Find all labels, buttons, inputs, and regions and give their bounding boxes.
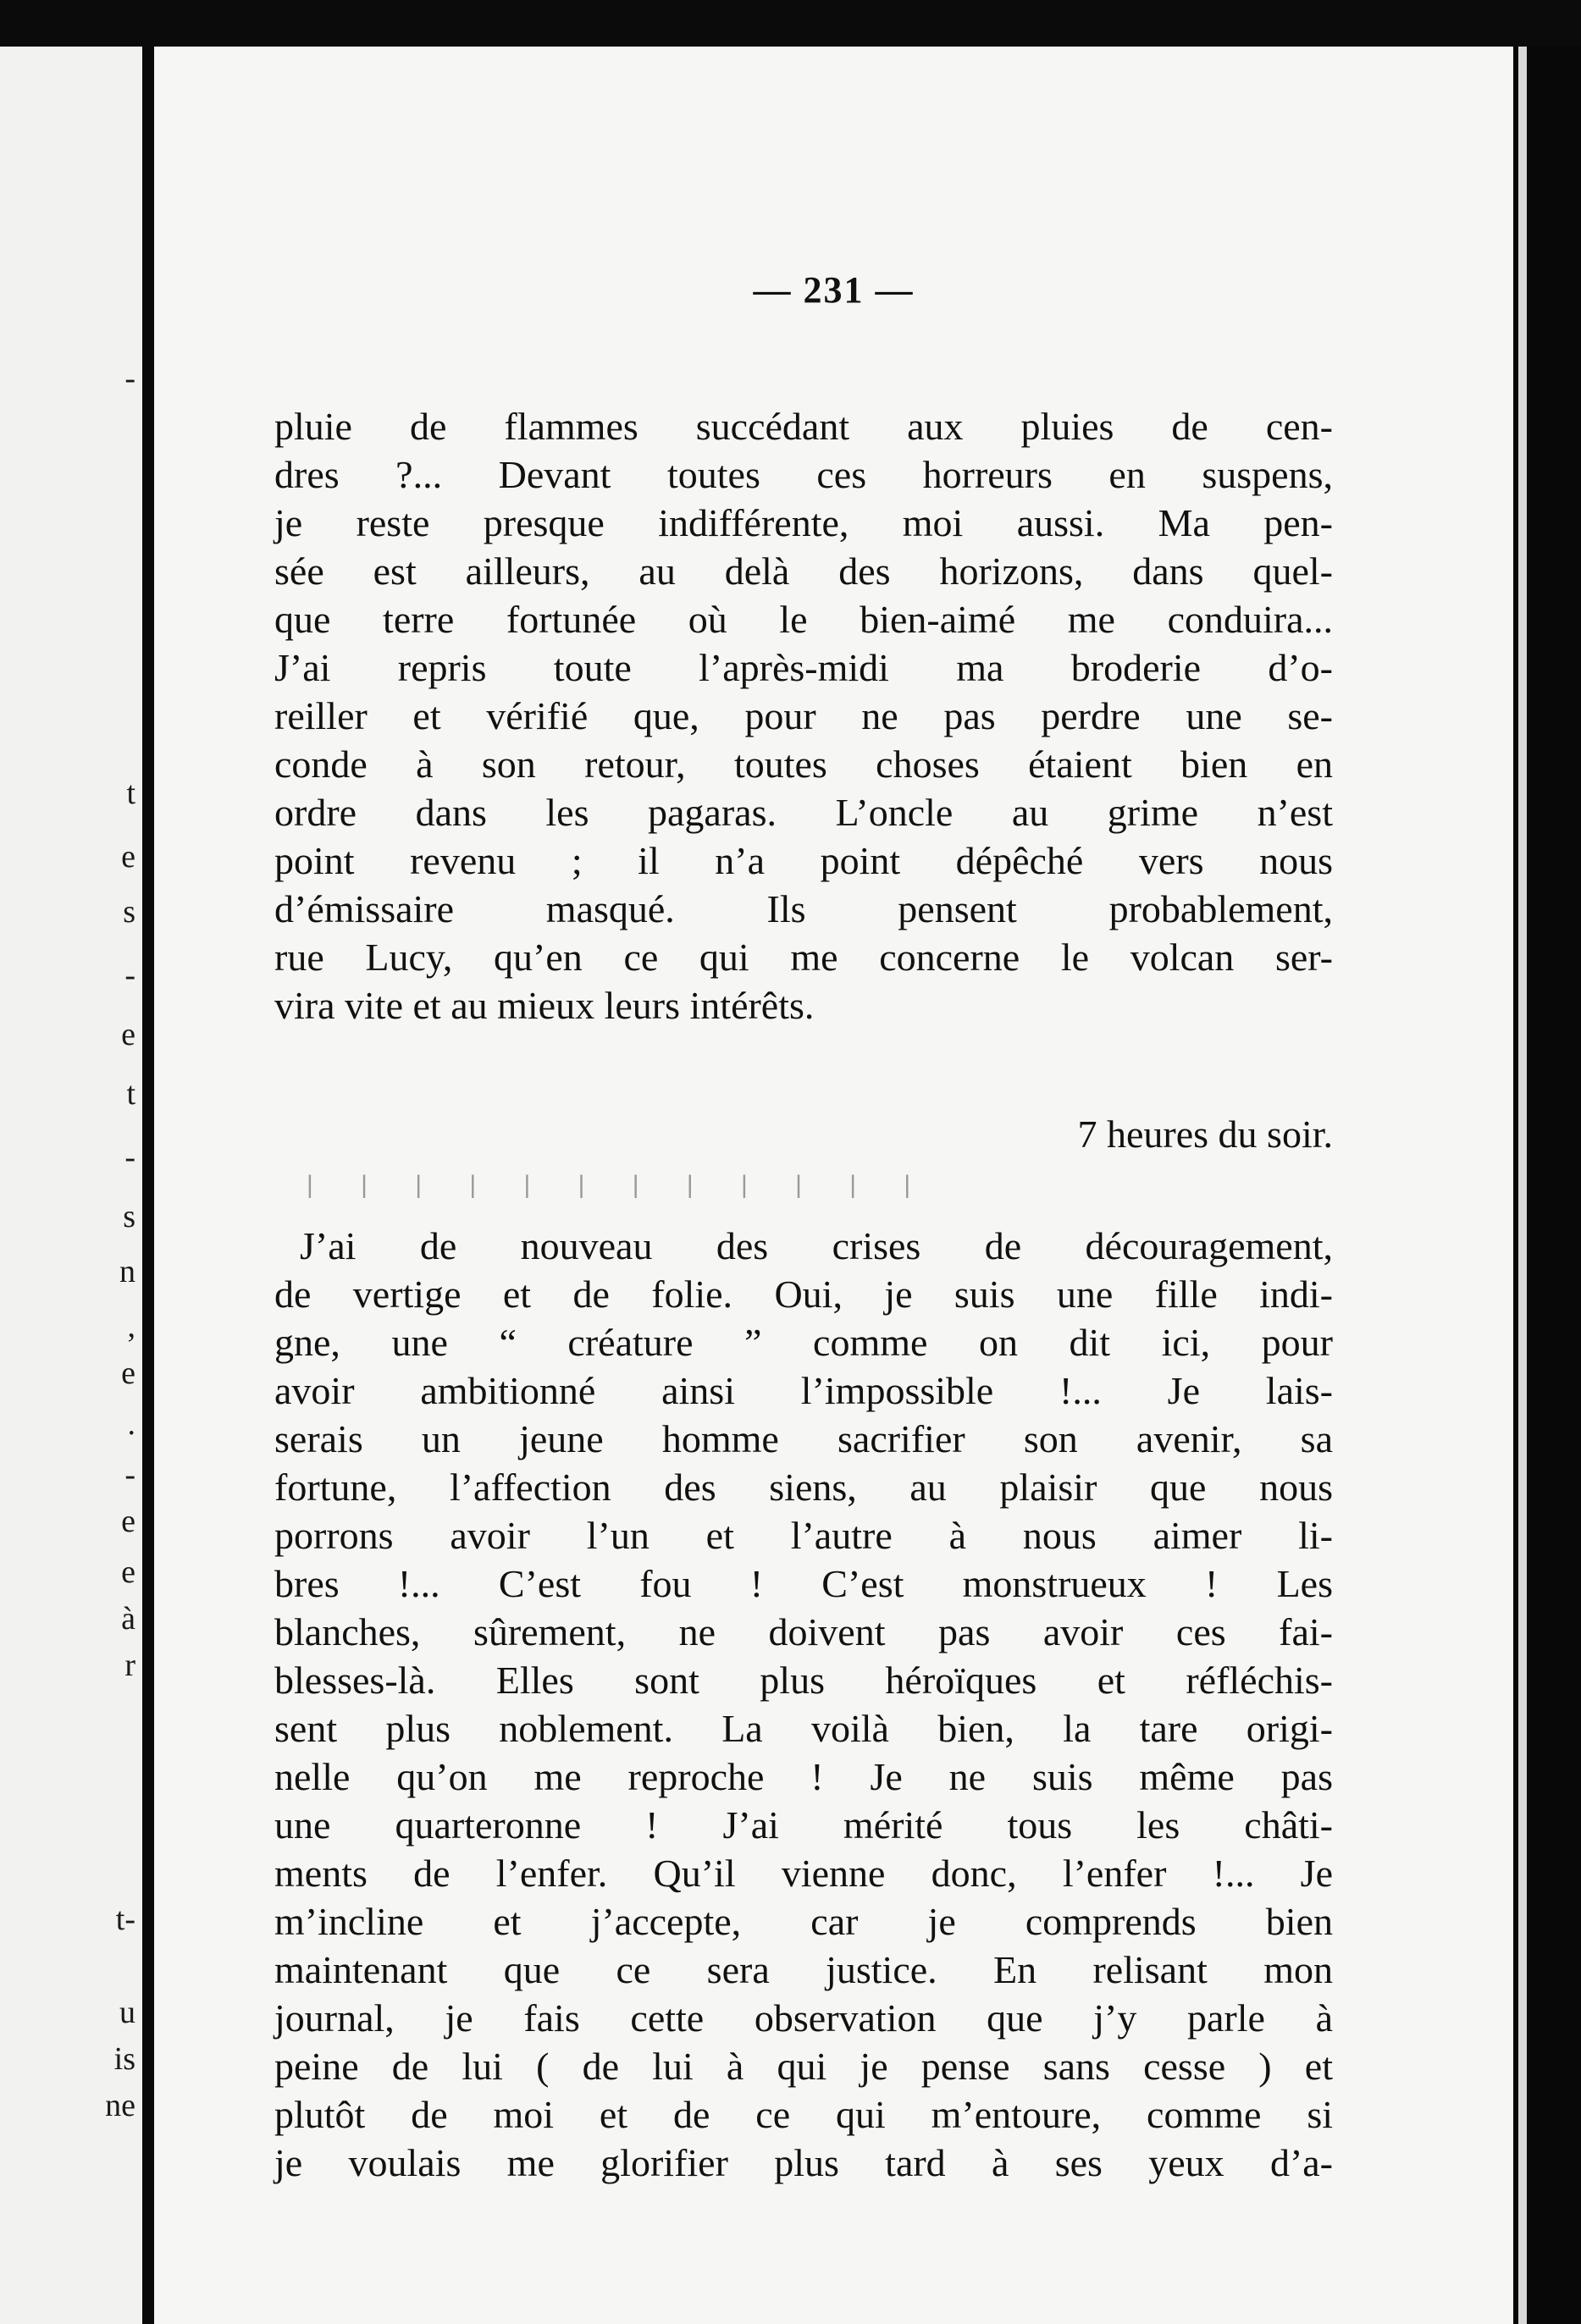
prev-page-fragment: is (113, 2041, 135, 2077)
text-line: de vertige et de folie. Oui, je suis une fille indi- (274, 1272, 1333, 1316)
text-line: gne, une “ créature ” comme on dit ici, pour (274, 1321, 1333, 1364)
text-line: je voulais me glorifier plus tard à ses yeux d’a- (274, 2141, 1333, 2184)
text-line: d’émissaire masqué. Ils pensent probablement, (274, 887, 1333, 930)
prev-page-fragment: t (126, 776, 135, 811)
prev-page-fragment: e (121, 839, 135, 875)
text-line: je reste presque indifférente, moi aussi. Ma pen- (274, 501, 1333, 544)
text-line: serais un jeune homme sacrifier son avenir, sa (274, 1417, 1333, 1460)
prev-page-fragment: e (121, 1554, 135, 1590)
prev-page-fragment: ne (105, 2088, 135, 2123)
text-line: une quarteronne ! J’ai mérité tous les châti- (274, 1803, 1333, 1847)
time-heading: 7 heures du soir. (1077, 1112, 1333, 1156)
text-line: conde à son retour, toutes choses étaient bien en (274, 742, 1333, 786)
text-line: plutôt de moi et de ce qui m’entoure, comme si (274, 2093, 1333, 2136)
prev-page-fragment: à (121, 1601, 135, 1637)
prev-page-fragment: e (121, 1504, 135, 1539)
text-line: blesses-là. Elles sont plus héroïques et réfléchis- (274, 1659, 1333, 1702)
faint-bleed-marks: | | | | | | | | | | | | (307, 1171, 931, 1199)
previous-page-edge (0, 47, 142, 2324)
page-number: — 231 — (753, 269, 915, 311)
text-line: avoir ambitionné ainsi l’impossible !... Je lais- (274, 1369, 1333, 1412)
text-line: blanches, sûrement, ne doivent pas avoir ces fai- (274, 1610, 1333, 1653)
prev-page-fragment: , (127, 1309, 135, 1344)
text-line: m’incline et j’accepte, car je comprends bien (274, 1900, 1333, 1943)
text-line: fortune, l’affection des siens, au plaisir que nous (274, 1466, 1333, 1509)
page-gutter (142, 47, 154, 2324)
prev-page-fragment: n (119, 1254, 135, 1289)
text-line: vira vite et au mieux leurs intérêts. (274, 984, 815, 1027)
text-line: sent plus noblement. La voilà bien, la tare origi- (274, 1707, 1333, 1750)
text-line: journal, je fais cette observation que j’y parle à (274, 1996, 1333, 2040)
text-line: point revenu ; il n’a point dépêché vers nous (274, 839, 1333, 882)
right-edge-strip (1518, 47, 1527, 2324)
text-line: pluie de flammes succédant aux pluies de cen- (274, 405, 1333, 448)
prev-page-fragment: - (124, 958, 135, 993)
prev-page-fragment: t (126, 1076, 135, 1112)
paragraph-1 (274, 402, 1333, 1030)
text-line: porrons avoir l’un et l’autre à nous aimer li- (274, 1514, 1333, 1557)
text-line: ordre dans les pagaras. L’oncle au grime n’est (274, 791, 1333, 834)
prev-page-fragment: e (121, 1355, 135, 1391)
prev-page-fragment: t- (115, 1902, 135, 1937)
paragraph-2 (274, 1222, 1333, 2187)
prev-page-fragment: - (124, 1457, 135, 1493)
prev-page-fragment: - (124, 1140, 135, 1175)
text-line: que terre fortunée où le bien-aimé me conduira... (274, 598, 1333, 641)
prev-page-fragment: r (124, 1648, 135, 1683)
text-line: peine de lui ( de lui à qui je pense sans cesse ) et (274, 2045, 1333, 2088)
text-line: reiller et vérifié que, pour ne pas perdre une se- (274, 694, 1333, 737)
prev-page-fragment: - (124, 361, 135, 396)
text-line: bres !... C’est fou ! C’est monstrueux ! Les (274, 1562, 1333, 1605)
text-line: maintenant que ce sera justice. En relisant mon (274, 1948, 1333, 1991)
text-line: J’ai repris toute l’après-midi ma broderie d’o- (274, 646, 1333, 689)
prev-page-fragment: e (121, 1017, 135, 1052)
text-line: dres ?... Devant toutes ces horreurs en suspens, (274, 453, 1333, 496)
right-page-edge (1513, 47, 1581, 2324)
prev-page-fragment: s (123, 894, 135, 930)
book-page (154, 47, 1513, 2324)
prev-page-fragment: s (123, 1199, 135, 1234)
text-line: J’ai de nouveau des crises de découragement, (300, 1224, 1333, 1267)
text-line: ments de l’enfer. Qu’il vienne donc, l’enfer !... Je (274, 1852, 1333, 1895)
text-line: nelle qu’on me reproche ! Je ne suis même pas (274, 1755, 1333, 1798)
prev-page-fragment: u (119, 1995, 135, 2030)
prev-page-fragment: . (127, 1406, 135, 1442)
text-line: rue Lucy, qu’en ce qui me concerne le volcan ser- (274, 936, 1333, 979)
text-line: sée est ailleurs, au delà des horizons, dans quel- (274, 549, 1333, 593)
